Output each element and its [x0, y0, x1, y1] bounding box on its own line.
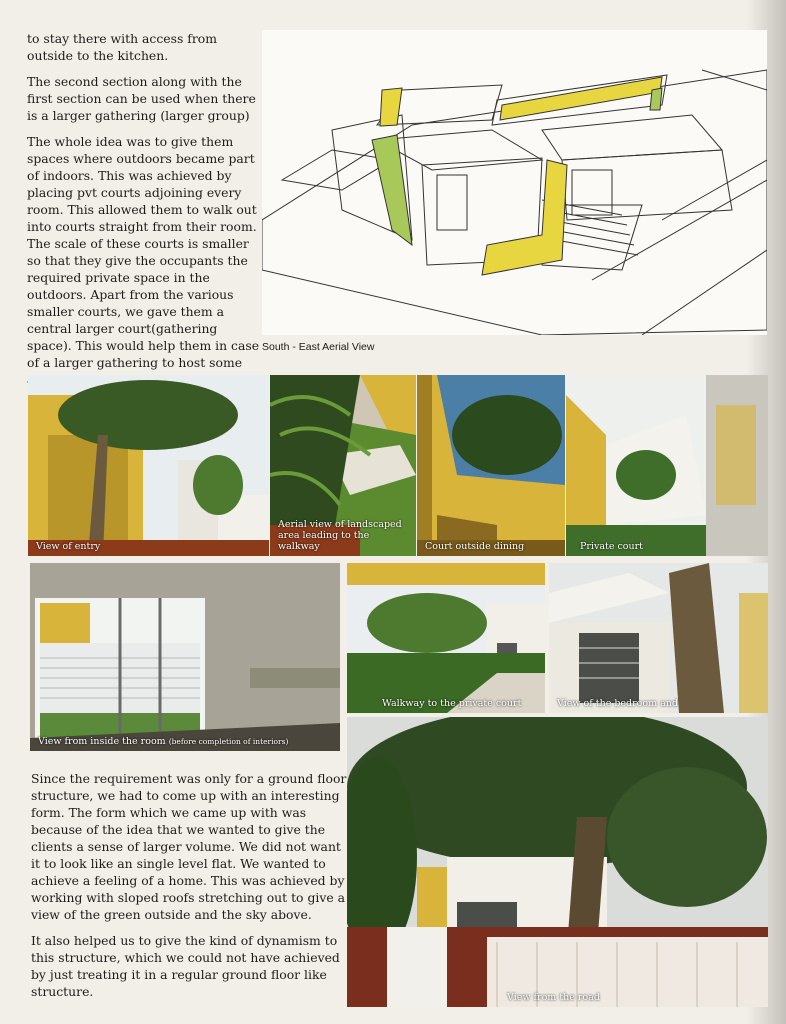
sketch-caption: South - East Aerial View — [262, 341, 375, 353]
caption-walkway: Walkway to the private court — [382, 698, 522, 709]
photo-private-court — [566, 375, 768, 556]
caption-private-court: Private court — [580, 541, 643, 552]
paragraph: Since the requirement was only for a ground floor structure, we had to come up with an interesting form. The form which we came up with was because of the idea that we wanted to give the clients a sense of larger volume. We did not want it to look like an single level flat. We wanted to achieve a feeling of a home. This was achieved by working with sloped roofs stretching out to give a view of the green outside and the sky above. — [31, 771, 347, 922]
body-text — [31, 770, 347, 1009]
paragraph: The whole idea was to give them spaces where outdoors became part of indoors. This was achieved by placing pvt courts adjoining every room. This allowed them to walk out into courts straight from their room. The scale of these courts is smaller so that they give the occupants the required private space in the outdoors. Apart from the various smaller courts, we gave them a central larger court(gathering space). This would help them in case of a larger gathering to host some — [27, 134, 260, 370]
paragraph: to stay there with access from outside to the kitchen. — [27, 31, 217, 63]
caption-entry: View of entry — [36, 541, 101, 552]
photo-aerial-landscape — [270, 375, 416, 556]
paragraph: The second section along with the first section can be used when there is a larger gathering (larger group) — [27, 74, 256, 123]
photo-walkway — [347, 563, 545, 713]
caption-road: View from the road — [507, 992, 600, 1003]
photo-road-view — [347, 717, 768, 1007]
photo-inside-room — [30, 563, 340, 751]
intro-text — [27, 30, 265, 397]
caption-aerial: Aerial view of landscaped area leading to the walkway — [278, 519, 402, 552]
caption-inside-room — [38, 736, 288, 747]
caption-inside-room-note: (before completion of interiors) — [168, 737, 289, 746]
aerial-sketch — [262, 30, 767, 335]
photo-entry — [28, 375, 269, 556]
photo-court-dining — [417, 375, 565, 556]
caption-inside-room-main: View from inside the room — [38, 736, 166, 747]
paragraph: It also helped us to give the kind of dynamism to this structure, which we could not have achieved by just treating it in a regular ground floor like structure. — [31, 933, 340, 999]
caption-bedroom: View of the bedroom and — [557, 698, 678, 709]
photo-bedroom — [549, 563, 768, 713]
caption-dining: Court outside dining — [425, 541, 525, 552]
